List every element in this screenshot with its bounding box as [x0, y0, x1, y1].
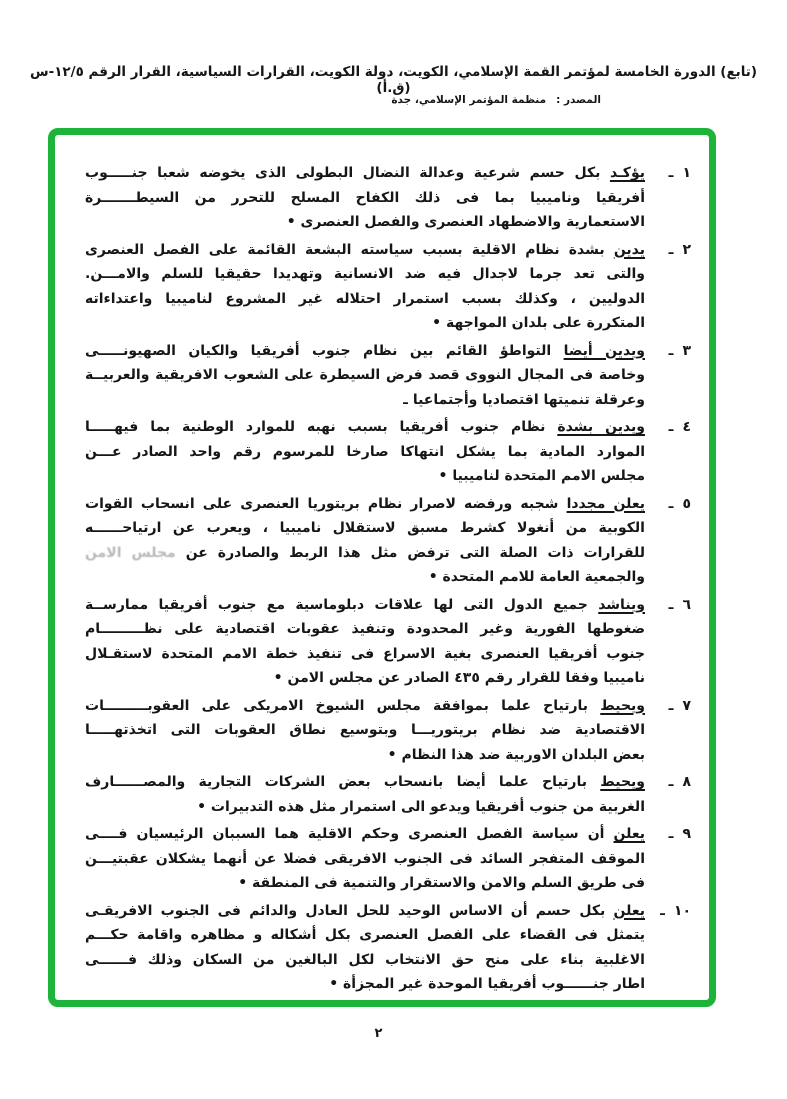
item-number: ١٠ ـ	[645, 899, 691, 997]
item-text: ويحيط بارتياح علما بموافقة مجلس الشيوخ الامريكى على العقوبـــــــــات الاقتصادية ضد نظام بريتوريـــا وبتوسيع نطاق العقوبات التى اتخذتهـــــا بعض البلدان الاوربية ضد هذا النظام •	[85, 697, 645, 763]
item-lead: ويحيط	[600, 697, 645, 714]
item-lead: ويدين أيضا	[563, 342, 646, 359]
list-item	[85, 492, 691, 590]
item-number: ٧ ـ	[645, 694, 691, 768]
item-text: يعلن أن سياسة الفصل العنصرى وحكم الاقلية هما السببان الرئيسيان فــــى الموقف المتفجر السائد فى الجنوب الافريقى فضلا عن أنهما يشكلان عقبتيـــن فى طريق السلم والامن والاستقرار والتنمية فى المنطقة •	[85, 826, 645, 891]
number-dash: ـ	[668, 495, 674, 512]
item-lead: يعلن	[613, 826, 645, 842]
number-dash: ـ	[668, 241, 674, 258]
green-highlight-frame	[48, 128, 716, 1007]
item-lead: ويناشد	[598, 596, 645, 613]
item-number: ٩ ـ	[645, 822, 691, 896]
number-dash: ـ	[668, 596, 674, 613]
number-dash: ـ	[668, 774, 674, 790]
list-item	[85, 822, 691, 896]
item-text: ويحيط بارتياح علما أيضا بانسحاب بعض الشركات التجارية والمصــــــارف الغربية من جنوب أفريقيا ويدعو الى استمرار مثل هذه التدبيرات •	[85, 774, 645, 815]
item-lead: يعلن	[613, 902, 646, 919]
item-number: ١ ـ	[645, 161, 691, 235]
source-line	[391, 94, 601, 106]
number-dash: ـ	[668, 165, 674, 181]
list-item	[85, 593, 691, 691]
item-number: ٥ ـ	[645, 492, 691, 590]
number-dash: ـ	[668, 419, 674, 435]
list-item	[85, 770, 691, 819]
item-text: ويدين أيضا التواطؤ القائم بين نظام جنوب أفريقيا والكيان الصهيونـــــى وخاصة فى المجال النووى قصد فرض السيطرة على الشعوب الافريقية والعربيــة وعرقلة تنميتها اقتصاديا وأجتماعيا ـ	[85, 342, 646, 408]
list-item	[85, 161, 691, 235]
item-text: ويناشد جميع الدول التى لها علاقات دبلوماسية مع جنوب أفريقيا ممارســة ضغوطها الفورية وغير المحدودة وتنفيذ عقوبات اقتصادية على نظـــــــــام جنوب أفريقيا العنصرى بغية الاسراع فى تنفيذ خطة الامم المتحدة لاستقـلال ناميبيا وفقا للقرار رقم ٤٣٥ الصادر عن مجلس الامن •	[85, 596, 645, 686]
item-lead: يدين	[613, 241, 646, 258]
item-text: ويدين بشدة نظام جنوب أفريقيا بسبب نهبه للموارد الوطنية بما فيهـــــا الموارد المادية بما يشكل انتهاكا صارخا للمرسوم رقم واحد الصادر عـــن مجلس الامم المتحدة لناميبيا •	[85, 419, 645, 484]
item-number: ٨ ـ	[645, 770, 691, 819]
list-item	[85, 415, 691, 489]
item-text: يؤكـد بكل حسم شرعية وعدالة النضال البطولى الذى يخوضه شعبا جنـــــوب أفريقيا وناميبيا بما فى ذلك الكفاح المسلح للتحرر من السيطـــــــرة الاستعمارية والاضطهاد العنصرى والفصل العنصرى •	[85, 165, 645, 230]
number-dash: ـ	[660, 902, 665, 919]
smudged-text: مجلس الامن	[85, 544, 176, 561]
item-lead: يعلن مجددا	[566, 495, 645, 512]
item-number: ٤ ـ	[645, 415, 691, 489]
list-item	[85, 339, 691, 413]
item-number: ٣ ـ	[645, 339, 691, 413]
list-item	[85, 694, 691, 768]
item-lead: ويدين بشدة	[557, 419, 645, 435]
page-number: ٢	[374, 1026, 383, 1041]
item-lead: ويحيط	[600, 774, 645, 790]
number-dash: ـ	[668, 342, 674, 359]
source-value: منظمة المؤتمر الإسلامي، جدة	[391, 94, 547, 106]
item-lead: يؤكـد	[609, 165, 645, 181]
list-item	[85, 899, 691, 997]
number-dash: ـ	[668, 697, 674, 714]
page-title: (تابع) الدورة الخامسة لمؤتمر القمة الإسلامي، الكويت، دولة الكويت، القرارات السياسية، القرار الرقم ١٢/٥-س (ق.أ)	[29, 64, 758, 96]
item-number: ٦ ـ	[645, 593, 691, 691]
item-text: يعلن مجددا شجبه ورفضه لاصرار نظام بريتوريا العنصرى على انسحاب القوات الكوبية من أنغولا كشرط مسبق لاستقلال ناميبيا ، ويعرب عن ارتياحــــــه للقرارات ذات الصلة التى ترفض مثل هذا الربط والصادرة عن مجلس الامن والجمعية العامة للامم المتحدة •	[85, 495, 646, 585]
item-number: ٢ ـ	[645, 238, 691, 336]
item-text: يدين بشدة نظام الاقلية بسبب سياسته البشعة القائمة على الفصل العنصرى والتى تعد جرما لاجدال فيه ضد الانسانية وتهديدا حقيقيا للسلم والامـــن. الدوليين ، وكذلك بسبب استمرار احتلاله غير المشروع لناميبيا واعتداءاته المتكررة على بلدان المواجهة •	[85, 241, 646, 331]
source-label: المصدر :	[556, 94, 601, 106]
item-text: يعلن بكل حسم أن الاساس الوحيد للحل العادل والدائم فى الجنوب الافريقـى يتمثل فى القضاء على الفصل العنصرى بكل أشكاله و مظاهره واقامة حكـــم الاغلبية بناء على منح حق الانتخاب لكل البالغين من السكان وذلك فــــــى اطار جنــــــوب أفريقيا الموحدة غير المجزأة •	[85, 902, 646, 992]
number-dash: ـ	[668, 826, 674, 842]
list-item	[85, 238, 691, 336]
resolution-list	[85, 161, 691, 997]
